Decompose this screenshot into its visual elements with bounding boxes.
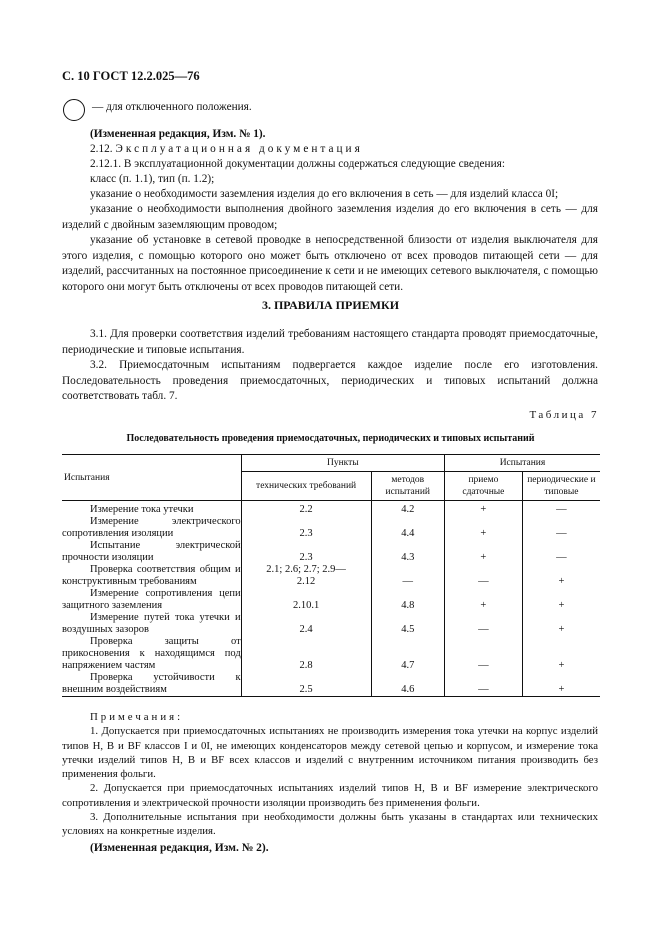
table-row xyxy=(62,612,600,636)
periodic-cell: + xyxy=(522,636,600,672)
test-name: Измерение тока утечки xyxy=(90,504,194,515)
periodic-cell: — xyxy=(522,516,600,540)
test-name: Проверка устойчивости к внешним воздействиям xyxy=(62,672,241,695)
table-title: Последовательность проведения приемосдаточных, периодических и типовых испытаний xyxy=(126,433,535,444)
table-row xyxy=(62,540,600,564)
test-name-cell xyxy=(62,501,241,517)
header-tests: Испытания xyxy=(62,455,241,501)
header-methods: методов испытаний xyxy=(371,472,444,501)
section-2-12-number: 2.12. xyxy=(90,143,113,155)
section-2-12-heading xyxy=(62,142,598,158)
notes-title: Примечания: xyxy=(90,711,184,723)
periodic-cell: + xyxy=(522,588,600,612)
method-cell: 4.2 xyxy=(371,501,444,517)
paragraph-3-2: 3.2. Приемосдаточным испытаниям подвергается каждое изделие после его изготовления. Последовательность проведения приемосдаточных, периодических и типовых испытаний должна соответствовать табл. 7. xyxy=(62,359,598,402)
tech-req-cell: 2.8 xyxy=(241,636,371,672)
header-acceptance: приемо сдаточные xyxy=(444,472,522,501)
test-name-cell xyxy=(62,540,241,564)
paragraph-3-1: 3.1. Для проверки соответствия изделий требованиям настоящего стандарта проводят приемосдаточные, периодические и типовые испытания. xyxy=(62,328,598,356)
note-1: 1. Допускается при приемосдаточных испытаниях не производить измерения тока утечки на корпус изделий типов Н, В и BF классов I и 0I, не имеющих конденсаторов между сетевой цепью и корпусом, и измерение тока утечки изделий типов Н, В и BF всех классов и изделий с внутренним источником питания производить без применения фольги. xyxy=(62,725,598,781)
table-row xyxy=(62,516,600,540)
test-name-cell xyxy=(62,672,241,697)
test-name-cell xyxy=(62,612,241,636)
table-row xyxy=(62,501,600,517)
periodic-cell: + xyxy=(522,612,600,636)
tech-req-cell: 2.3 xyxy=(241,516,371,540)
acceptance-cell: + xyxy=(444,501,522,517)
test-name: Проверка защиты от прикосновения к находящимся под напряжением частям xyxy=(62,636,241,671)
test-name-cell xyxy=(62,636,241,672)
method-cell: — xyxy=(371,564,444,588)
table-row xyxy=(62,672,600,697)
test-name: Проверка соответствия общим и конструктивным требованиям xyxy=(62,564,241,587)
tech-req-cell: 2.3 xyxy=(241,540,371,564)
test-name: Измерение сопротивления цепи защитного заземления xyxy=(62,588,241,611)
periodic-cell: — xyxy=(522,540,600,564)
header-periodic: периодические и типовые xyxy=(522,472,600,501)
method-cell: 4.6 xyxy=(371,672,444,697)
item-class-type: класс (п. 1.1), тип (п. 1.2); xyxy=(90,173,215,185)
item-grounding: указание о необходимости заземления изделия до его включения в сеть — для изделий класса 0I; xyxy=(90,188,559,200)
test-name: Измерение путей тока утечки и воздушных зазоров xyxy=(62,612,241,635)
page-header: С. 10 ГОСТ 12.2.025—76 xyxy=(62,69,200,83)
table-caption: Таблица 7 xyxy=(529,409,599,421)
tech-req-cell: 2.4 xyxy=(241,612,371,636)
acceptance-cell: — xyxy=(444,672,522,697)
method-cell: 4.5 xyxy=(371,612,444,636)
table-row xyxy=(62,564,600,588)
acceptance-cell: — xyxy=(444,636,522,672)
section-2-12-1: 2.12.1. В эксплуатационной документации должны содержаться следующие сведения: xyxy=(90,158,505,170)
periodic-cell: — xyxy=(522,501,600,517)
test-name-cell xyxy=(62,588,241,612)
method-cell: 4.8 xyxy=(371,588,444,612)
note-2: 2. Допускается при приемосдаточных испытаниях изделий типов Н, В и BF измерение электрического сопротивления и электрической прочности изоляции производить без применения фольги. xyxy=(62,782,598,809)
method-cell: 4.4 xyxy=(371,516,444,540)
off-position-text: — для отключенного положения. xyxy=(92,101,252,113)
test-name-cell xyxy=(62,516,241,540)
notes-block xyxy=(62,710,598,855)
section-2-12-title: Эксплуатационная документация xyxy=(115,143,363,155)
tech-req-cell: 2.10.1 xyxy=(241,588,371,612)
section-3-title: 3. ПРАВИЛА ПРИЕМКИ xyxy=(261,298,400,312)
header-tests-kind: Испытания xyxy=(444,455,600,472)
amendment-1: (Измененная редакция, Изм. № 1). xyxy=(90,128,266,140)
acceptance-cell: — xyxy=(444,564,522,588)
acceptance-cell: — xyxy=(444,612,522,636)
periodic-cell: + xyxy=(522,672,600,697)
test-name-cell xyxy=(62,564,241,588)
test-name: Испытание электрической прочности изоляции xyxy=(62,540,241,563)
off-position-symbol-icon xyxy=(63,99,85,121)
item-double-grounding: указание о необходимости выполнения двойного заземления изделия до его включения в сеть — для изделий с двойным заземляющим проводом; xyxy=(62,203,598,231)
table-row xyxy=(62,588,600,612)
acceptance-cell: + xyxy=(444,540,522,564)
tech-req-cell: 2.5 xyxy=(241,672,371,697)
header-tech-req: технических требований xyxy=(241,472,371,501)
periodic-cell: + xyxy=(522,564,600,588)
method-cell: 4.7 xyxy=(371,636,444,672)
table-row xyxy=(62,636,600,672)
test-name: Измерение электрического сопротивления изоляции xyxy=(62,516,241,539)
tech-req-cell: 2.1; 2.6; 2.7; 2.9—2.12 xyxy=(241,564,371,588)
header-points: Пункты xyxy=(241,455,444,472)
item-installation: указание об установке в сетевой проводке в непосредственной близости от изделия выключателя для этого изделия, с помощью которого оно может быть отключено от всех проводов питающей сети — для изделий, рассчитанных на постоянное присоединение к сети и не имеющих сетевого выключателя, с помощью которого они могут быть отключены от всех проводов питающей сети. xyxy=(62,234,598,293)
acceptance-cell: + xyxy=(444,588,522,612)
note-3: 3. Дополнительные испытания при необходимости должны быть указаны в стандартах или технических условиях на конкретные изделия. xyxy=(62,811,598,838)
tech-req-cell: 2.2 xyxy=(241,501,371,517)
amendment-2: (Измененная редакция, Изм. № 2). xyxy=(90,841,269,854)
tests-table xyxy=(62,454,600,697)
acceptance-cell: + xyxy=(444,516,522,540)
method-cell: 4.3 xyxy=(371,540,444,564)
